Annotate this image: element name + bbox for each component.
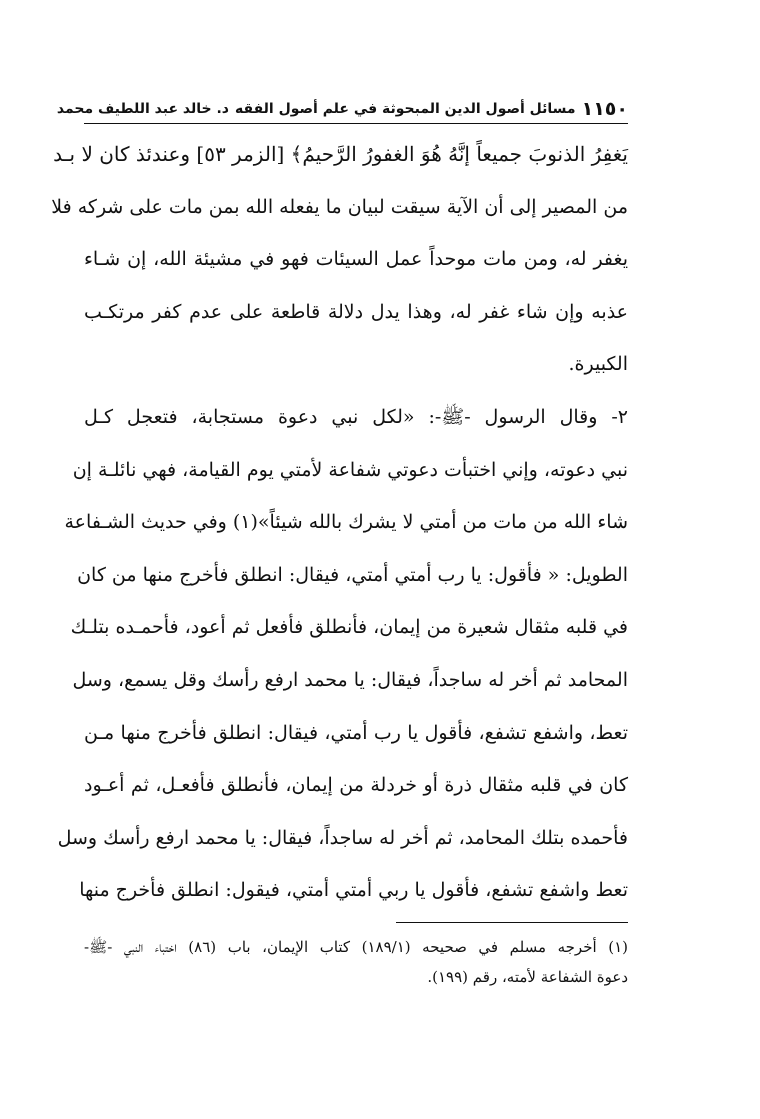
text-line: شاء الله من مات من أمتي لا يشرك بالله شيئاً»(١) وفي حديث الشـفاعة [64, 511, 628, 534]
footnote-rule [396, 922, 628, 923]
footnotes [84, 932, 628, 992]
text-line: يغفر له، ومن مات موحداً عمل السيئات فهو في مشيئة الله، إن شـاء [84, 248, 628, 271]
header-rule [84, 123, 628, 124]
text-line: الطويل: « فأقول: يا رب أمتي أمتي، فيقال: انطلق فأخرج منها من كان [77, 563, 628, 586]
author-name: د. خالد عبد اللطيف محمد [56, 101, 229, 117]
text-line: يَغفِرُ الذنوبَ جميعاً إنَّهُ هُوَ الغفورُ الرَّحيمُ﴾ [الزمر ٥٣] وعندئذ كان لا بـد [53, 142, 628, 166]
text-line: تعط واشفع تشفع، فأقول يا ربي أمتي أمتي، فيقول: انطلق فأخرج منها [79, 879, 628, 902]
text-line: في قلبه مثقال شعيرة من إيمان، فأنطلق فأفعل ثم أعود، فأحمـده بتلـك [70, 616, 628, 639]
book-title: مسائل أصول الدين المبحوثة في علم أصول الفقه [235, 101, 576, 117]
text-line: كان في قلبه مثقال ذرة أو خردلة من إيمان، فأنطلق فأفعـل، ثم أعـود [84, 774, 628, 797]
running-header [56, 96, 628, 122]
text-line: الكبيرة. [568, 353, 628, 376]
body-text [51, 128, 628, 917]
text-line: من المصير إلى أن الآية سيقت لبيان ما يفعله الله بمن مات على شركه فلا [51, 195, 628, 218]
page-number: ١١٥٠ [581, 98, 628, 120]
text-line: فأحمده بتلك المحامد، ثم أخر له ساجداً، فيقال: يا محمد ارفع رأسك وسل [57, 826, 628, 849]
footnote-line: (١) أخرجه مسلم في صحيحه (١٨٩/١) كتاب الإيمان، باب (٨٦) اختباء النبي -ﷺ- [84, 938, 628, 956]
text-line: عذبه وإن شاء غفر له، وهذا يدل دلالة قاطعة على عدم كفر مرتكـب [84, 300, 628, 323]
text-line: ٢- وقال الرسول -ﷺ-: «لكل نبي دعوة مستجابة، فتعجل كـل [84, 405, 628, 428]
footnote-line: دعوة الشفاعة لأمته، رقم (١٩٩). [427, 968, 628, 986]
text-line: المحامد ثم أخر له ساجداً، فيقال: يا محمد ارفع رأسك وقل يسمع، وسل [72, 668, 628, 691]
text-line: نبي دعوته، وإني اختبأت دعوتي شفاعة لأمتي يوم القيامة، فهي نائلـة إن [72, 458, 628, 481]
text-line: تعط، واشفع تشفع، فأقول يا رب أمتي، فيقال: انطلق فأخرج منها مـن [84, 721, 628, 744]
